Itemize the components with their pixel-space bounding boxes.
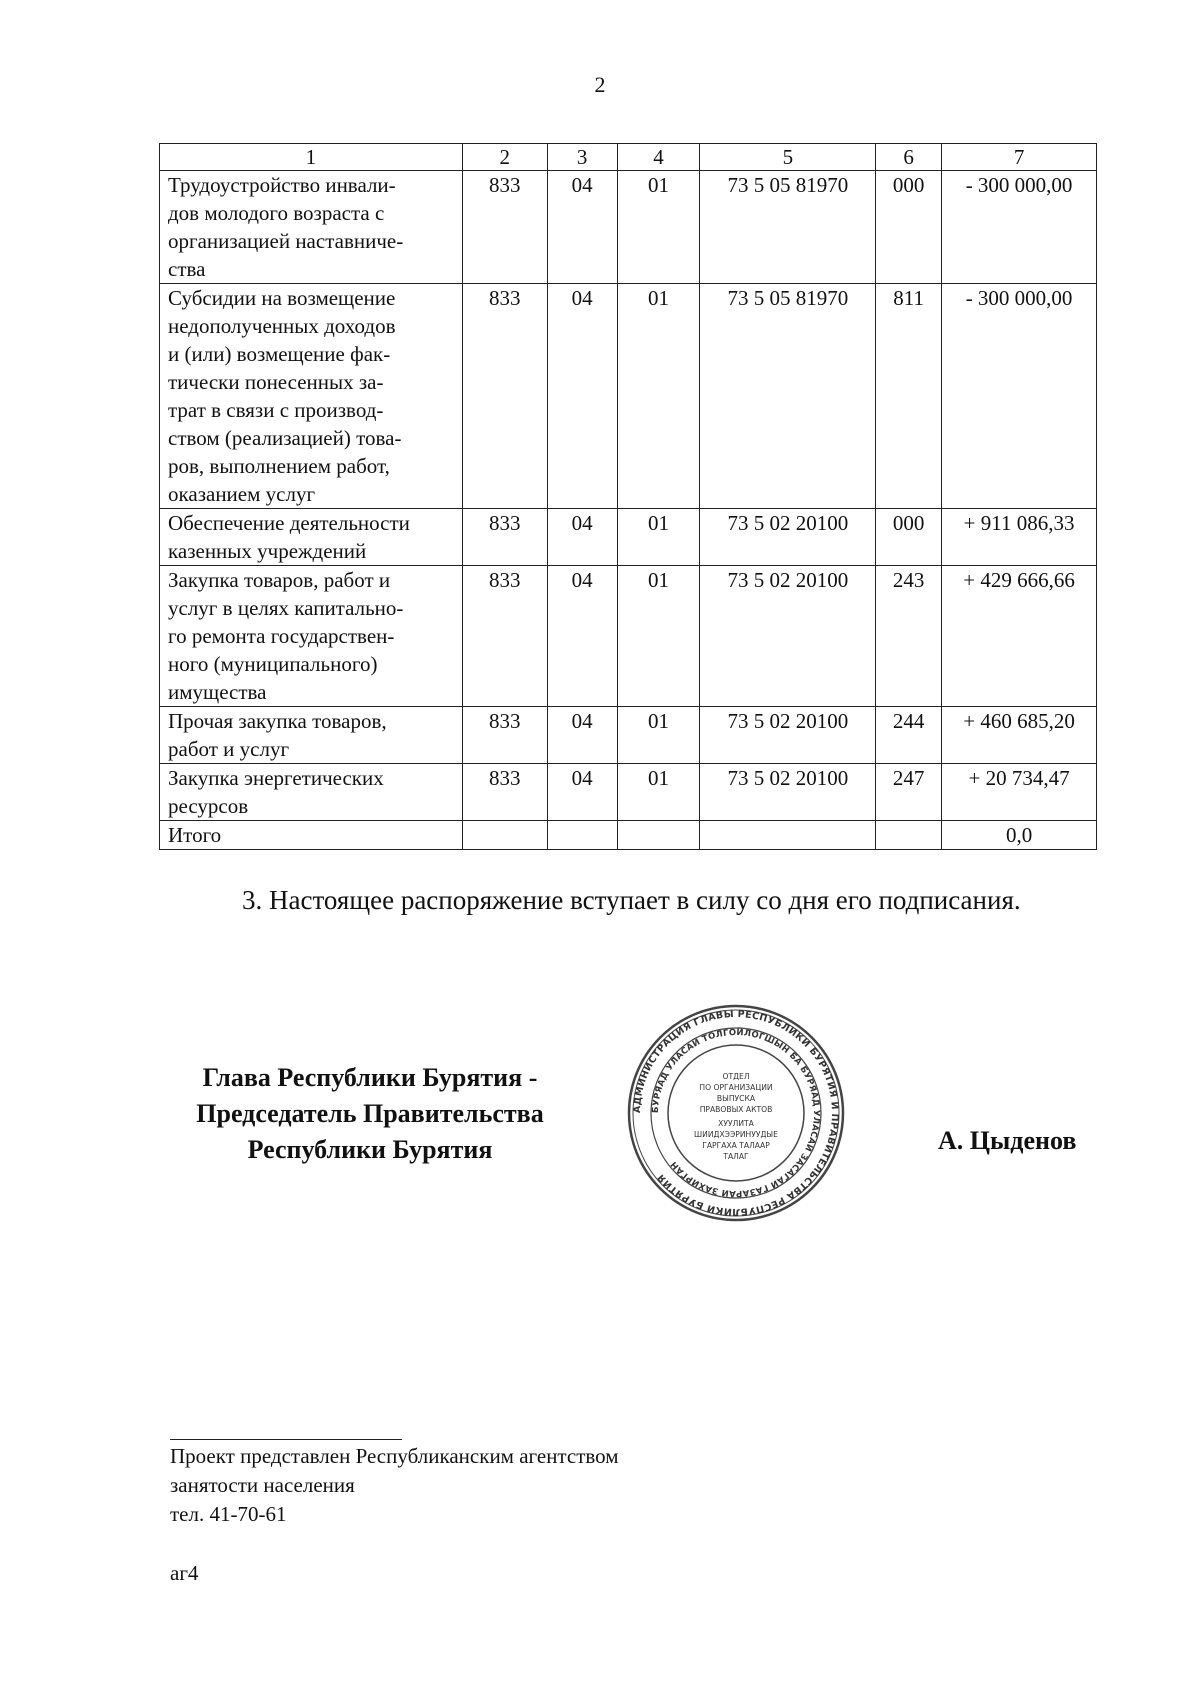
- signatory-name: А. Цыденов: [938, 1126, 1077, 1155]
- column-header: 5: [700, 144, 876, 171]
- stamp-center-line: ОТДЕЛ: [722, 1072, 750, 1081]
- cell-col-6: [876, 821, 942, 850]
- cell-col-3: 04: [547, 284, 617, 509]
- footnote-line: Проект представлен Республиканским агентством: [170, 1444, 619, 1468]
- cell-col-5: [700, 821, 876, 850]
- table-row: [160, 821, 1097, 850]
- cell-col-4: 01: [617, 509, 700, 566]
- stamp-center-line: ШИИДХЭЭРИНУУДЫЕ: [694, 1130, 778, 1139]
- cell-col-5: 73 5 02 20100: [700, 566, 876, 707]
- row-name-cell: Закупка энергетических ресурсов: [160, 764, 463, 821]
- cell-col-4: 01: [617, 707, 700, 764]
- stamp-center-line: ГАРГАХА ТАЛААР: [702, 1141, 770, 1150]
- table-body: [160, 171, 1097, 850]
- document-code: аг4: [170, 1561, 199, 1585]
- cell-col-4: [617, 821, 700, 850]
- official-stamp: [626, 1003, 846, 1223]
- stamp-center-line: ХУУЛИТА: [718, 1119, 754, 1128]
- row-name-cell: Прочая закупка товаров, работ и услуг: [160, 707, 463, 764]
- table-row: [160, 171, 1097, 284]
- footnote-divider: [170, 1439, 402, 1440]
- row-name-cell: Субсидии на возмещение недополученных доходов и (или) возмещение фак- тически понесенных за- трат в связи с производ- ством (реализацией) това- ров, выполнением работ, оказанием услуг: [160, 284, 463, 509]
- row-name-cell: Закупка товаров, работ и услуг в целях капитально- го ремонта государствен- ного (муниципального) имущества: [160, 566, 463, 707]
- cell-col-2: [462, 821, 547, 850]
- cell-col-3: [547, 821, 617, 850]
- footnote-line: тел. 41-70-61: [170, 1502, 287, 1526]
- table-row: [160, 566, 1097, 707]
- cell-col-2: 833: [462, 284, 547, 509]
- column-header: 6: [876, 144, 942, 171]
- table-row: [160, 284, 1097, 509]
- cell-col-6: 247: [876, 764, 942, 821]
- footnote-line: занятости населения: [170, 1473, 355, 1497]
- stamp-center-line: ПРАВОВЫХ АКТОВ: [699, 1105, 773, 1114]
- budget-table: [159, 143, 1097, 850]
- table-row: [160, 764, 1097, 821]
- cell-col-2: 833: [462, 171, 547, 284]
- cell-col-4: 01: [617, 566, 700, 707]
- column-header: 7: [942, 144, 1097, 171]
- cell-col-7: + 20 734,47: [942, 764, 1097, 821]
- cell-col-6: 000: [876, 509, 942, 566]
- stamp-inner-text: БУРЯАД УЛАСАЙ ТОЛГОЙЛОГШЫН БА БУРЯАД УЛАСАЙ ЗАСАГАЙ ГАЗАРАЙ ЗАХИРГАН: [650, 1027, 822, 1199]
- signatory-title-line: Глава Республики Бурятия -: [202, 1063, 538, 1092]
- column-header: 4: [617, 144, 700, 171]
- cell-col-5: 73 5 02 20100: [700, 707, 876, 764]
- row-name-cell: Итого: [160, 821, 463, 850]
- cell-col-6: 244: [876, 707, 942, 764]
- cell-col-5: 73 5 05 81970: [700, 284, 876, 509]
- clause-text: 3. Настоящее распоряжение вступает в силу со дня его подписания.: [242, 885, 1021, 915]
- cell-col-3: 04: [547, 566, 617, 707]
- table-header-row: [160, 144, 1097, 171]
- cell-col-6: 000: [876, 171, 942, 284]
- cell-col-4: 01: [617, 171, 700, 284]
- cell-col-3: 04: [547, 707, 617, 764]
- column-header: 3: [547, 144, 617, 171]
- column-header: 1: [160, 144, 463, 171]
- column-header: 2: [462, 144, 547, 171]
- stamp-center-line: ТАЛАГ: [723, 1152, 749, 1161]
- cell-col-5: 73 5 05 81970: [700, 171, 876, 284]
- row-name-cell: Обеспечение деятельности казенных учреждений: [160, 509, 463, 566]
- table-row: [160, 509, 1097, 566]
- cell-col-3: 04: [547, 509, 617, 566]
- cell-col-4: 01: [617, 764, 700, 821]
- cell-col-7: - 300 000,00: [942, 171, 1097, 284]
- cell-col-6: 243: [876, 566, 942, 707]
- cell-col-3: 04: [547, 171, 617, 284]
- stamp-outer-text: АДМИНИСТРАЦИЯ ГЛАВЫ РЕСПУБЛИКИ БУРЯТИЯ И ПРАВИТЕЛЬСТВА РЕСПУБЛИКИ БУРЯТИЯ: [631, 1008, 841, 1218]
- cell-col-3: 04: [547, 764, 617, 821]
- table-row: [160, 707, 1097, 764]
- cell-col-2: 833: [462, 566, 547, 707]
- page-number: 2: [594, 72, 606, 97]
- cell-col-5: 73 5 02 20100: [700, 764, 876, 821]
- cell-col-5: 73 5 02 20100: [700, 509, 876, 566]
- cell-col-7: + 911 086,33: [942, 509, 1097, 566]
- cell-col-2: 833: [462, 707, 547, 764]
- signatory-title-line: Председатель Правительства: [196, 1099, 544, 1128]
- cell-col-7: - 300 000,00: [942, 284, 1097, 509]
- signatory-title: [160, 1060, 580, 1168]
- cell-col-4: 01: [617, 284, 700, 509]
- stamp-center-line: ВЫПУСКА: [716, 1094, 756, 1103]
- cell-col-2: 833: [462, 509, 547, 566]
- stamp-center-line: ПО ОРГАНИЗАЦИИ: [699, 1083, 773, 1092]
- cell-col-7: + 460 685,20: [942, 707, 1097, 764]
- cell-col-2: 833: [462, 764, 547, 821]
- row-name-cell: Трудоустройство инвали- дов молодого возраста с организацией наставниче- ства: [160, 171, 463, 284]
- signatory-title-line: Республики Бурятия: [247, 1135, 493, 1164]
- cell-col-7: + 429 666,66: [942, 566, 1097, 707]
- cell-col-6: 811: [876, 284, 942, 509]
- cell-col-7: 0,0: [942, 821, 1097, 850]
- footnote: [170, 1442, 619, 1529]
